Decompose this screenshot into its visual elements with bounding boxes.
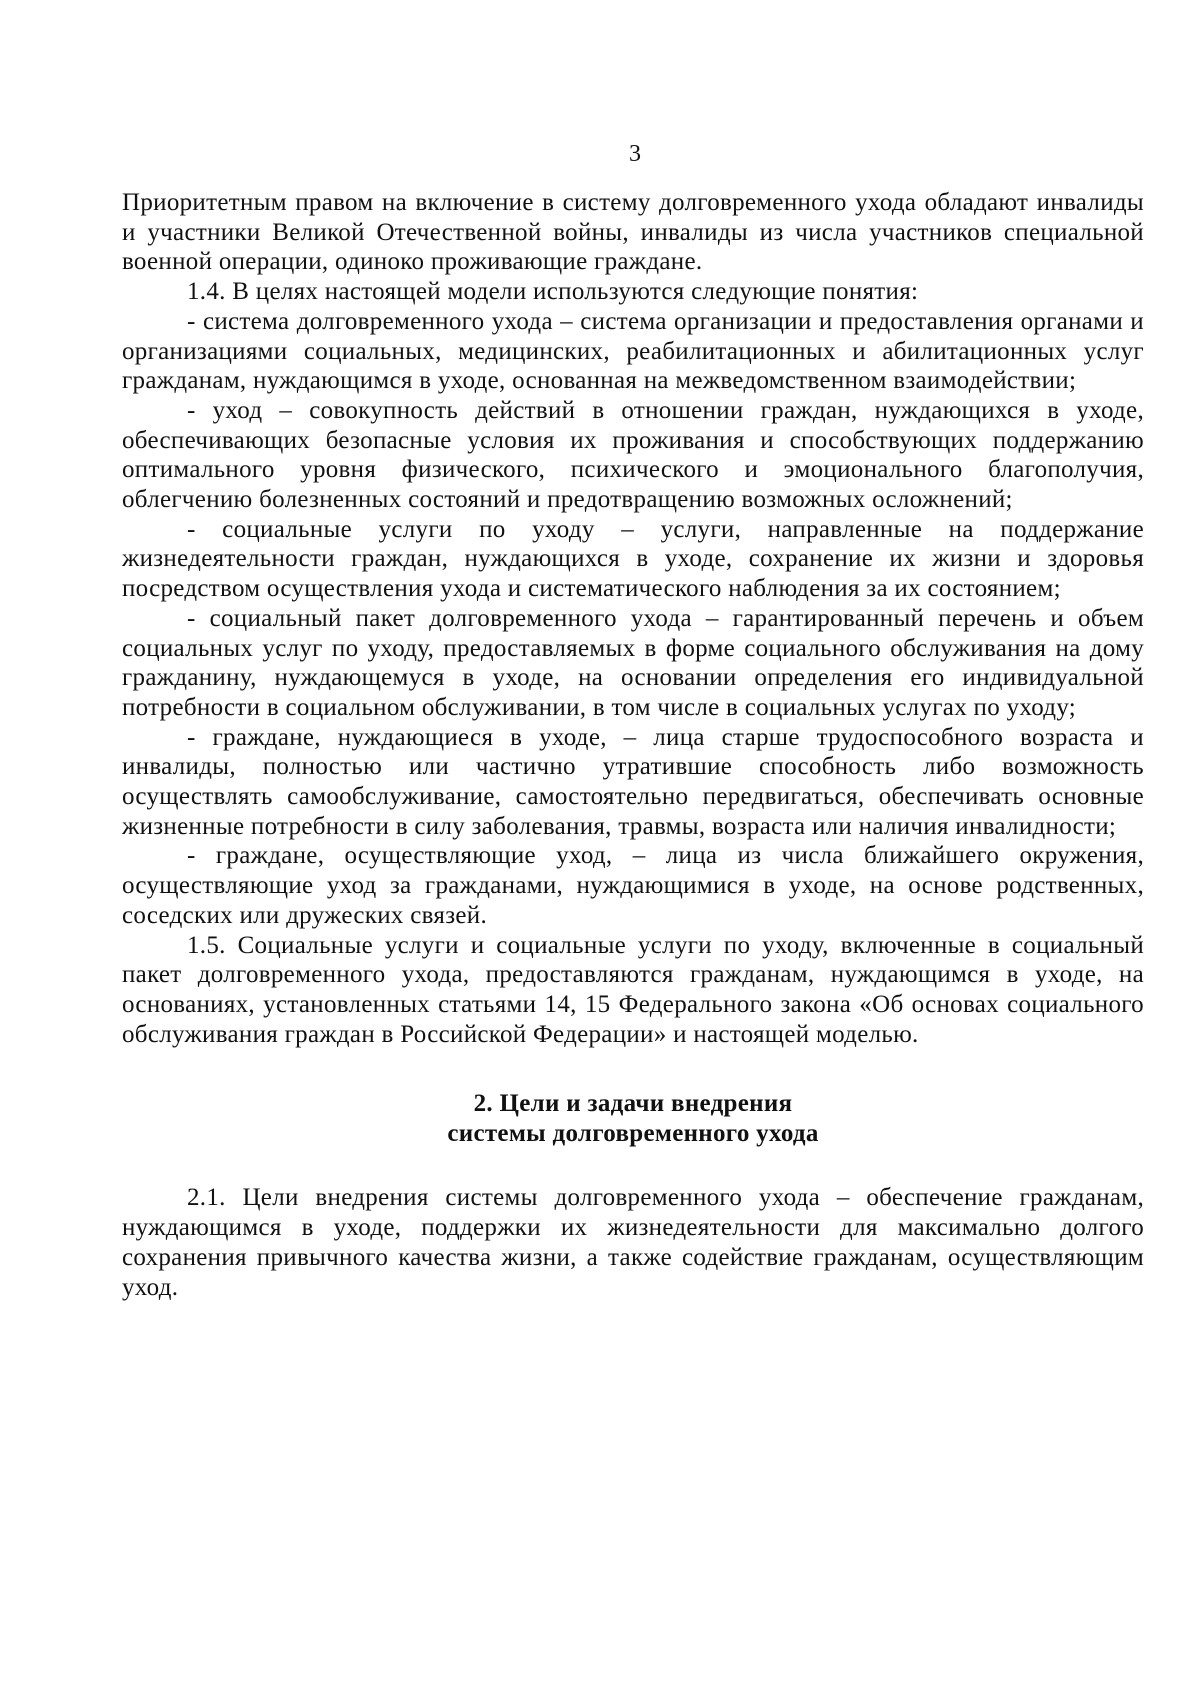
page-number: 3 xyxy=(629,141,641,167)
document-body xyxy=(122,188,1144,1302)
definition-caregivers: - граждане, осуществляющие уход, – лица из числа ближайшего окружения, осуществляющие уход за гражданами, нуждающимися в уходе, на основе родственных, соседских или дружеских связей. xyxy=(122,842,1144,929)
definition-care: - уход – совокупность действий в отношении граждан, нуждающихся в уходе, обеспечивающих безопасные условия их проживания и способствующих поддержанию оптимального уровня физического, психического и эмоционального благополучия, облегчению болезненных состояний и предотвращению возможных осложнений; xyxy=(122,396,1144,514)
section-heading-line-1: 2. Цели и задачи внедрения xyxy=(473,1090,793,1118)
paragraph-2-1: 2.1. Цели внедрения системы долговременного ухода – обеспечение гражданам, нуждающимся в уходе, поддержки их жизнедеятельности для максимально долгого сохранения привычного качества жизни, а также содействие гражданам, осуществляющим уход. xyxy=(122,1184,1144,1301)
paragraph-priority-right: Приоритетным правом на включение в систему долговременного ухода обладают инвалиды и участники Великой Отечественной войны, инвалиды из числа участников специальной военной операции, одиноко проживающие граждане. xyxy=(122,189,1144,276)
definition-social-package: - социальный пакет долговременного ухода – гарантированный перечень и объем социальных услуг по уходу, предоставляемых в форме социального обслуживания на дому гражданину, нуждающемуся в уходе, на основании определения его индивидуальной потребности в социальном обслуживании, в том числе в социальных услугах по уходу; xyxy=(122,604,1144,721)
paragraph-1-4: 1.4. В целях настоящей модели используются следующие понятия: xyxy=(187,278,919,306)
definition-citizens-needing-care: - граждане, нуждающиеся в уходе, – лица старше трудоспособного возраста и инвалиды, полностью или частично утратившие способность либо возможность осуществлять самообслуживание, самостоятельно передвигаться, обеспечивать основные жизненные потребности в силу заболевания, травмы, возраста или наличия инвалидности; xyxy=(122,723,1144,840)
section-heading xyxy=(122,1089,1144,1149)
definition-ltc-system: - система долговременного ухода – система организации и предоставления органами и организациями социальных, медицинских, реабилитационных и абилитационных услуг гражданам, нуждающимся в уходе, основанная на межведомственном взаимодействии; xyxy=(122,307,1144,395)
definition-social-care-services: - социальные услуги по уходу – услуги, направленные на поддержание жизнедеятельности граждан, нуждающихся в уходе, сохранение их жизни и здоровья посредством осуществления ухода и систематического наблюдения за их состоянием; xyxy=(122,515,1144,603)
paragraph-1-5: 1.5. Социальные услуги и социальные услуги по уходу, включенные в социальный пакет долговременного ухода, предоставляются гражданам, нуждающимся в уходе, на основаниях, установленных статьями 14, 15 Федерального закона «Об основах социального обслуживания граждан в Российской Федерации» и настоящей моделью. xyxy=(122,931,1144,1048)
section-heading-line-2: системы долговременного ухода xyxy=(447,1120,819,1148)
